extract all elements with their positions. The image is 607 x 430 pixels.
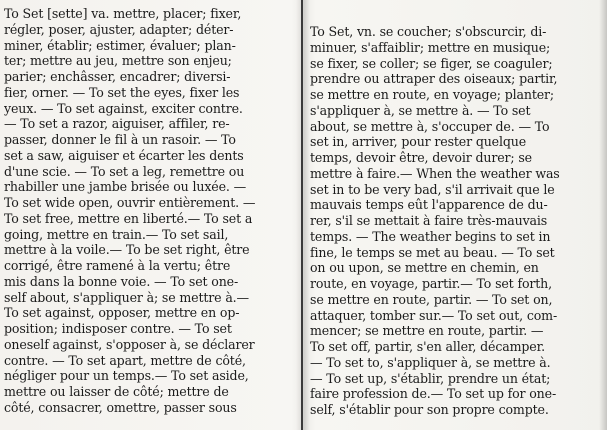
column-divider bbox=[301, 0, 303, 430]
right-column-line: fine, le temps se met au beau. — To set bbox=[310, 244, 555, 260]
right-column-line: se fixer, se coller; se figer, se coaguler; bbox=[310, 55, 553, 71]
left-column-line: fier, orner. — To set the eyes, fixer les bbox=[4, 84, 240, 100]
left-column-line: To Set [sette] va. mettre, placer; fixer, bbox=[4, 6, 242, 21]
gutter-shadow bbox=[296, 0, 310, 430]
right-column-line: — To set to, s'appliquer à, se mettre à. bbox=[310, 354, 551, 370]
left-column-line: négliger pour un temps.— To set aside, bbox=[4, 368, 249, 384]
left-column-line: mettre ou laisser de côté; mettre de bbox=[4, 384, 229, 399]
right-column-line: temps, devoir être, devoir durer; se bbox=[310, 150, 532, 165]
right-column-line: To Set, vn. se coucher; s'obscurcir, di- bbox=[310, 24, 547, 39]
right-column-line: se mettre en route, en voyage; planter; bbox=[310, 87, 554, 102]
left-column-line: yeux. — To set against, exciter contre. bbox=[4, 100, 243, 116]
left-column-line: corrigé, être ramené à la vertu; être bbox=[4, 258, 231, 273]
left-column-line: parier; enchâsser, encadrer; diversi- bbox=[4, 69, 231, 84]
left-column-line: mettre à la voile.— To be set right, être bbox=[4, 242, 250, 258]
left-column-line: self about, s'appliquer à; se mettre à.— bbox=[4, 289, 249, 305]
right-column-line: se mettre en route, partir. — To set on, bbox=[310, 291, 553, 307]
right-column-line: — To set up, s'établir, prendre un état; bbox=[310, 370, 551, 386]
left-column-line: set a saw, aiguiser et écarter les dents bbox=[4, 147, 244, 163]
right-column-line: self, s'établir pour son propre compte. bbox=[310, 402, 549, 417]
right-column-line: on ou upon, se mettre en chemin, en bbox=[310, 260, 539, 276]
right-column-line: s'appliquer à, se mettre à. — To set bbox=[310, 102, 531, 118]
right-column-line: prendre ou attraper des oiseaux; partir, bbox=[310, 71, 558, 87]
right-column-line: attaquer, tomber sur.— To set out, com- bbox=[310, 307, 558, 323]
left-column-line: mis dans la bonne voie. — To set one- bbox=[4, 273, 239, 289]
left-column-line: — To set a razor, aiguiser, affiler, re- bbox=[4, 116, 230, 132]
left-column-line: To set free, mettre en liberté.— To set a bbox=[4, 210, 253, 226]
right-column-line: temps. — The weather begins to set in bbox=[310, 228, 551, 244]
right-column-line: rer, s'il se mettait à faire très-mauvais bbox=[310, 213, 548, 228]
left-column-line: miner, établir; estimer, évaluer; plan- bbox=[4, 37, 236, 53]
right-column-line: faire profession de.— To set up for one- bbox=[310, 386, 557, 402]
right-column-line: mencer; se mettre en route, partir. — bbox=[310, 323, 544, 339]
left-column-line: rhabiller une jambe brisée ou luxée. — bbox=[4, 179, 247, 195]
left-column-line: going, mettre en train.— To set sail, bbox=[4, 226, 229, 242]
right-column bbox=[310, 24, 600, 418]
left-column-line: côté, consacrer, omettre, passer sous bbox=[4, 399, 237, 415]
left-column-line: contre. — To set apart, mettre de côté, bbox=[4, 352, 246, 368]
left-column-line: régler, poser, ajuster, adapter; déter- bbox=[4, 21, 234, 37]
left-column-line: d'une scie. — To set a leg, remettre ou bbox=[4, 163, 245, 179]
right-column-line: about, se mettre à, s'occuper de. — To bbox=[310, 118, 550, 134]
left-column-line: passer, donner le fil à un rasoir. — To bbox=[4, 132, 236, 147]
right-column-line: route, en voyage, partir.— To set forth, bbox=[310, 276, 552, 291]
page-edge-shadow bbox=[599, 0, 607, 430]
left-column-line: To set wide open, ouvrir entièrement. — bbox=[4, 195, 256, 210]
right-column-line: mauvais temps eût l'apparence de du- bbox=[310, 197, 548, 213]
right-column-line: set in to be very bad, s'il arrivait que le bbox=[310, 181, 555, 197]
left-column-line: ter; mettre au jeu, mettre son enjeu; bbox=[4, 53, 232, 69]
left-column-line: To set against, opposer, mettre en op- bbox=[4, 305, 240, 321]
left-column bbox=[4, 6, 291, 416]
left-column-line: oneself against, s'opposer à, se déclarer bbox=[4, 336, 255, 352]
right-column-line: set in, arriver, pour rester quelque bbox=[310, 134, 527, 150]
right-column-line: minuer, s'affaiblir; mettre en musique; bbox=[310, 39, 551, 55]
right-column-line: To set off, partir, s'en aller, décamper. bbox=[310, 339, 545, 354]
right-column-line: mettre à faire.— When the weather was bbox=[310, 165, 560, 181]
left-column-line: position; indisposer contre. — To set bbox=[4, 321, 232, 336]
